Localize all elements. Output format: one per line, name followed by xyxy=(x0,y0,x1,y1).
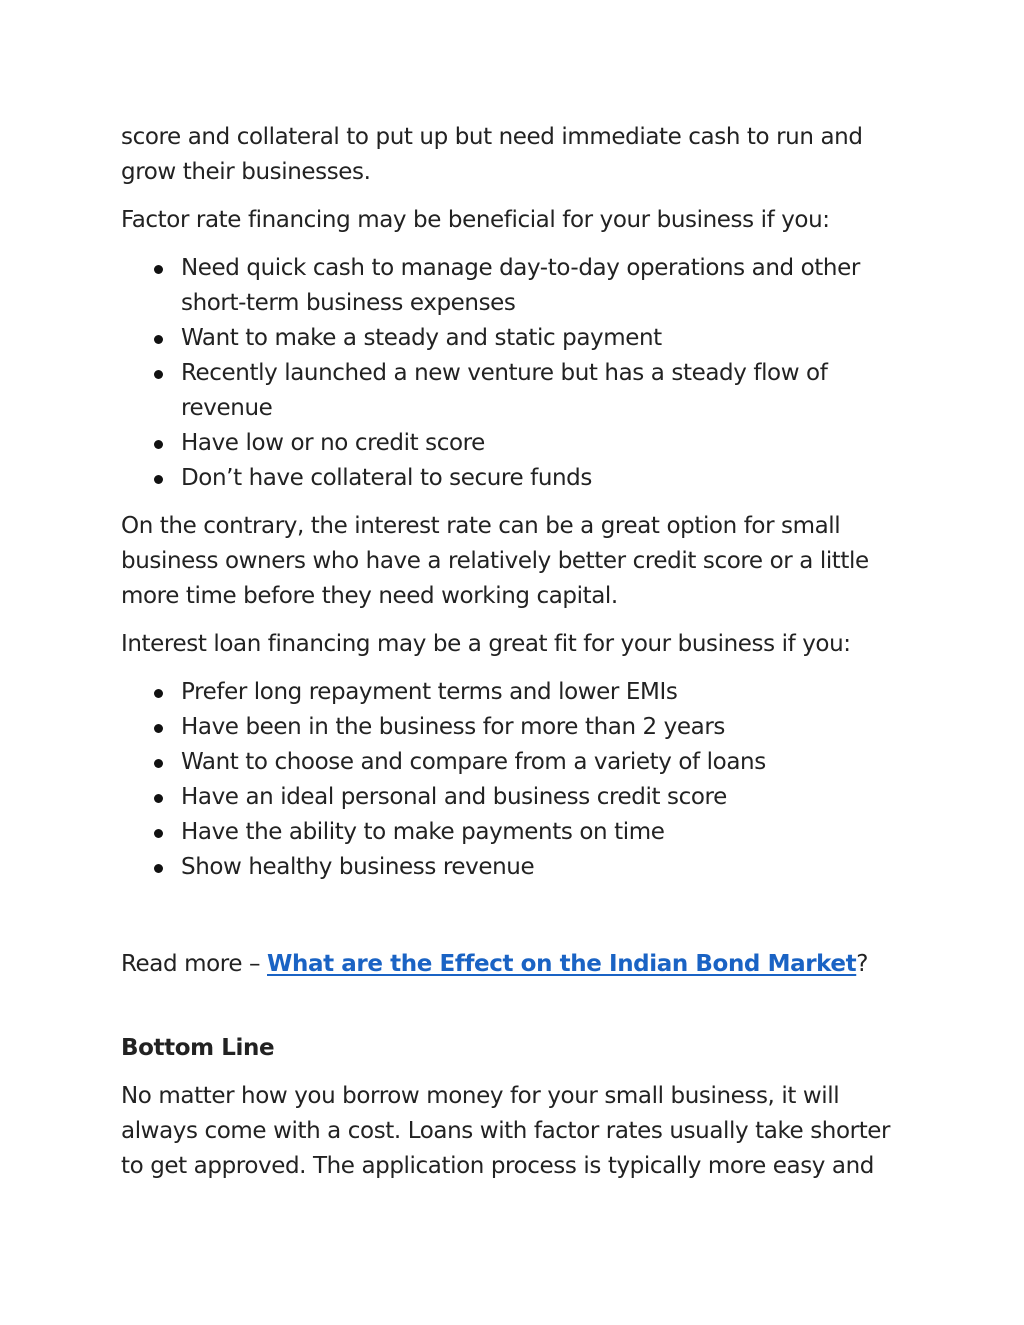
factor-rate-lead: Factor rate financing may be beneficial for your business if you: xyxy=(121,207,830,233)
list-item-text: Recently launched a new venture but has a steady flow of revenue xyxy=(181,360,828,421)
list-item xyxy=(121,675,911,710)
bullet-icon xyxy=(154,440,163,449)
bottom-line-paragraph: No matter how you borrow money for your small business, it will always come with a cost. Loans with factor rates usually take shorter to get approved. The application process is typically more easy and xyxy=(121,1083,891,1179)
list-item xyxy=(121,321,911,356)
bullet-icon xyxy=(154,335,163,344)
bullet-icon xyxy=(154,370,163,379)
list-item xyxy=(121,710,911,745)
list-item xyxy=(121,815,911,850)
bullet-icon xyxy=(154,265,163,274)
list-item-text: Need quick cash to manage day-to-day operations and other short-term business expenses xyxy=(181,255,860,316)
bullet-icon xyxy=(154,724,163,733)
section-spacer xyxy=(121,982,911,1031)
list-item xyxy=(121,461,911,496)
indian-bond-market-link[interactable]: What are the Effect on the Indian Bond Market xyxy=(267,951,857,977)
list-item-text: Have been in the business for more than 2 years xyxy=(181,714,725,740)
read-more-line xyxy=(121,947,911,982)
bullet-icon xyxy=(154,759,163,768)
list-item xyxy=(121,780,911,815)
list-item-text: Have the ability to make payments on time xyxy=(181,819,665,845)
list-item xyxy=(121,251,911,321)
interest-loan-lead: Interest loan financing may be a great fit for your business if you: xyxy=(121,631,851,657)
factor-rate-list xyxy=(121,251,911,496)
list-item-text: Don’t have collateral to secure funds xyxy=(181,465,592,491)
list-item-text: Want to choose and compare from a variety of loans xyxy=(181,749,766,775)
bullet-icon xyxy=(154,475,163,484)
bottom-line-heading: Bottom Line xyxy=(121,1035,275,1061)
contrary-paragraph: On the contrary, the interest rate can be a great option for small business owners who have a relatively better credit score or a little more time before they need working capital. xyxy=(121,513,869,609)
list-item-text: Have low or no credit score xyxy=(181,430,485,456)
read-more-prefix: Read more – xyxy=(121,951,268,977)
list-item xyxy=(121,356,911,426)
document-page xyxy=(121,120,911,1197)
read-more-suffix: ? xyxy=(856,951,869,977)
list-item-text: Have an ideal personal and business credit score xyxy=(181,784,727,810)
bullet-icon xyxy=(154,829,163,838)
intro-continuation-paragraph: score and collateral to put up but need immediate cash to run and grow their businesses. xyxy=(121,124,863,185)
list-item xyxy=(121,745,911,780)
list-item xyxy=(121,850,911,885)
bullet-icon xyxy=(154,794,163,803)
interest-loan-list xyxy=(121,675,911,885)
bullet-icon xyxy=(154,689,163,698)
list-item-text: Show healthy business revenue xyxy=(181,854,535,880)
list-item-text: Want to make a steady and static payment xyxy=(181,325,662,351)
bullet-icon xyxy=(154,864,163,873)
section-spacer xyxy=(121,898,911,947)
list-item xyxy=(121,426,911,461)
list-item-text: Prefer long repayment terms and lower EMIs xyxy=(181,679,678,705)
